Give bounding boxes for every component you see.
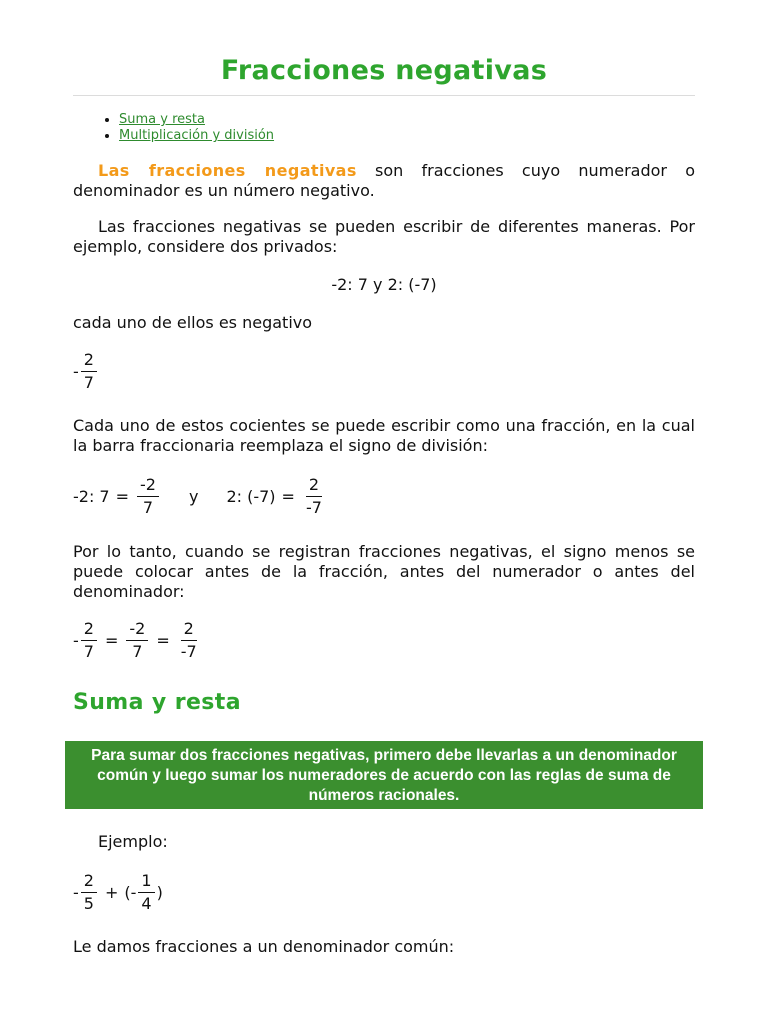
minus-sign: - (73, 362, 79, 381)
numerator: 2 (81, 872, 97, 893)
denominator: 7 (132, 642, 143, 661)
fraction (137, 476, 159, 517)
fraction (81, 620, 97, 661)
intro-paragraph (73, 161, 695, 201)
conjunction: y (188, 487, 199, 506)
equals-sign: = (115, 487, 130, 506)
numerator: 2 (81, 351, 97, 372)
numerator: -2 (126, 620, 148, 641)
fraction (81, 872, 97, 913)
fraction (126, 620, 148, 661)
plus-sign: + (104, 883, 119, 902)
denominator: 7 (83, 373, 94, 392)
numerator: 1 (138, 872, 154, 893)
numerator: -2 (137, 476, 159, 497)
table-of-contents (73, 112, 274, 144)
close-paren: ) (156, 883, 163, 902)
denominator: 4 (141, 894, 152, 913)
denominator: -7 (305, 498, 322, 517)
paragraph-negative: cada uno de ellos es negativo (73, 313, 313, 332)
toc-item (119, 128, 274, 144)
paragraph-quotients: Cada uno de estos cocientes se puede escribir como una fracción, en la cual la barra fraccionaria reemplaza el signo de división: (73, 416, 695, 455)
paragraph-ways: Las fracciones negativas se pueden escribir de diferentes maneras. Por ejemplo, considere dos privados: (73, 217, 695, 256)
intro-highlight: Las fracciones negativas (98, 161, 357, 180)
title-divider (73, 95, 695, 96)
equals-sign: = (104, 631, 119, 650)
fraction-negative-two-sevenths (73, 351, 99, 392)
numerator: 2 (181, 620, 197, 641)
equation-example-sum (73, 872, 163, 913)
denominator: 7 (142, 498, 154, 517)
expr-left-1: -2: 7 (73, 487, 110, 506)
example-label: Ejemplo: (98, 832, 168, 851)
equation-quotients (73, 476, 327, 517)
toc-item (119, 112, 274, 128)
section-title-suma-resta: Suma y resta (73, 690, 241, 715)
fraction (303, 476, 325, 517)
expr-left-2: 2: (-7) (226, 487, 276, 506)
open-paren: (- (124, 883, 137, 902)
rule-callout-box: Para sumar dos fracciones negativas, primero debe llevarlas a un denominador común y luego sumar los numeradores de acuerdo con las reglas de suma de números racionales. (65, 741, 703, 809)
paragraph-common-denominator: Le damos fracciones a un denominador común: (73, 937, 455, 956)
fraction (138, 872, 154, 913)
fraction (81, 351, 97, 392)
minus-sign: - (73, 883, 79, 902)
intro-text: son fracciones cuyo numerador o denominador es un número negativo. (73, 161, 695, 200)
toc-link-suma-resta[interactable]: Suma y resta (119, 112, 205, 127)
denominator: -7 (180, 642, 197, 661)
toc-link-multiplicacion[interactable]: Multiplicación y división (119, 128, 275, 143)
minus-sign: - (73, 631, 79, 650)
paragraph-sign-placement: Por lo tanto, cuando se registran fracciones negativas, el signo menos se puede colocar antes de la fracción, antes del numerador o antes del denominador: (73, 542, 695, 601)
numerator: 2 (81, 620, 97, 641)
equals-sign: = (156, 631, 170, 650)
equals-sign: = (281, 487, 295, 506)
numerator: 2 (306, 476, 322, 497)
division-example: -2: 7 y 2: (-7) (331, 275, 437, 294)
denominator: 5 (83, 894, 94, 913)
equation-sign-placement (73, 620, 202, 661)
fraction (178, 620, 200, 661)
page-title: Fracciones negativas (220, 55, 548, 86)
denominator: 7 (83, 642, 94, 661)
